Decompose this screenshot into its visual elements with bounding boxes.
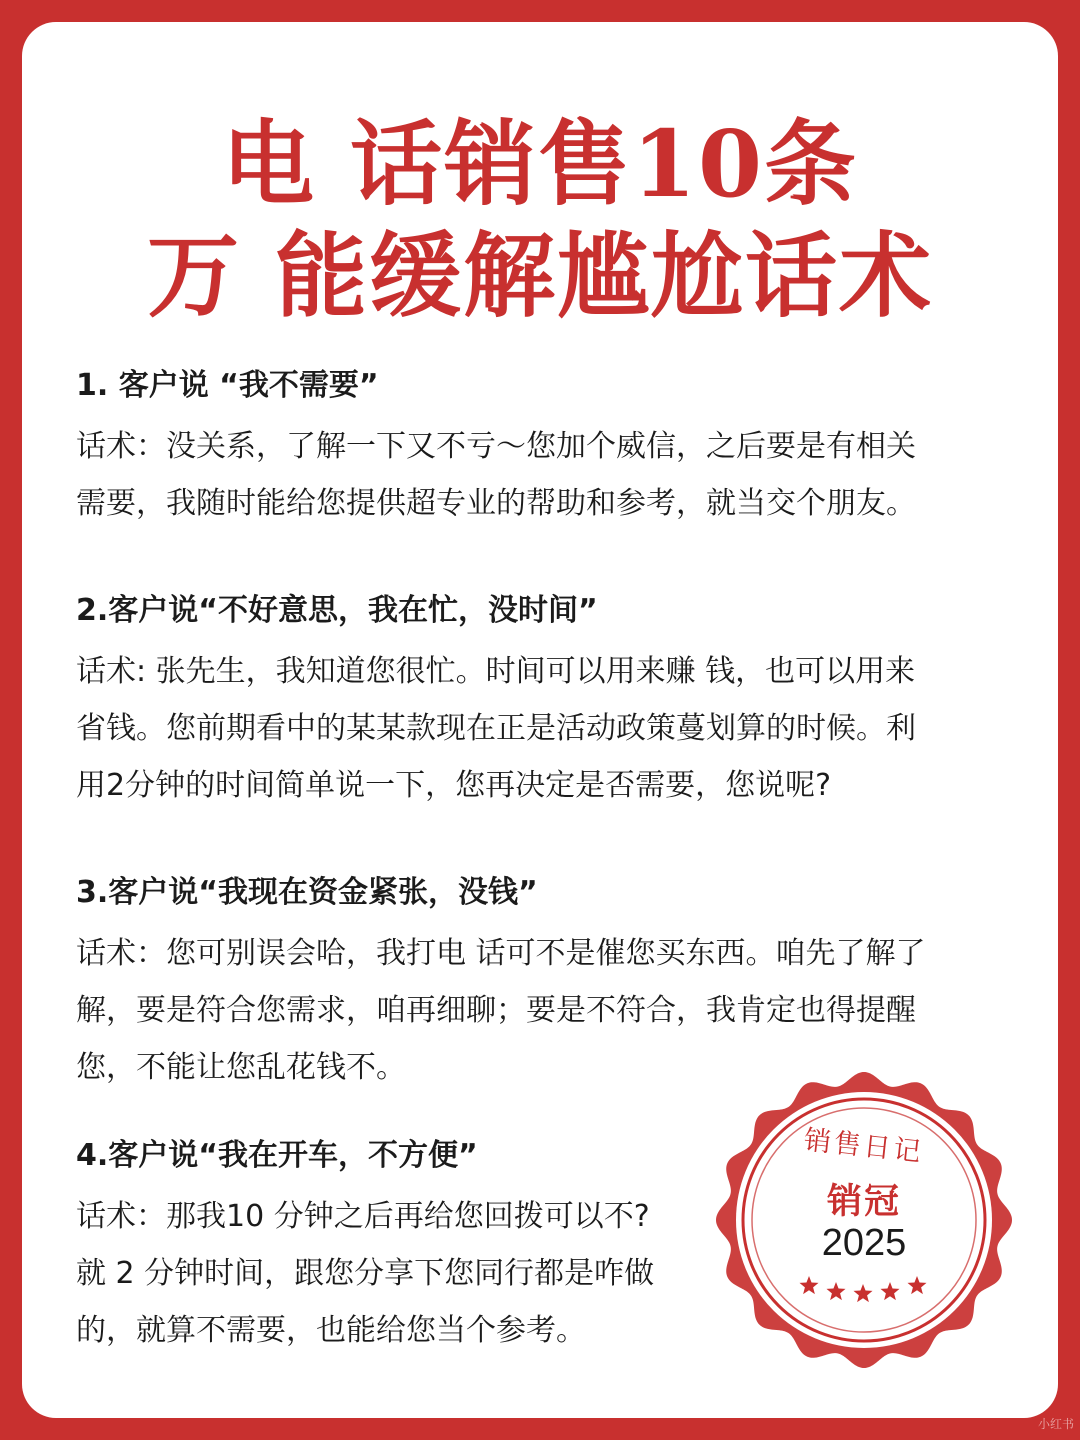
tip-body (76, 643, 1006, 814)
tip-section-1 (76, 366, 1006, 532)
seal-year: 2025 (821, 1222, 907, 1264)
seal-stamp (714, 1070, 1014, 1370)
tip-section-2 (76, 591, 1006, 814)
star-icon (799, 1276, 818, 1294)
tip-line: 就 2 分钟时间，跟您分享下您同行都是咋做 (76, 1256, 655, 1291)
seal-top-text: 销售日记 (802, 1124, 925, 1169)
star-icon (853, 1284, 872, 1302)
tip-line: 您，不能让您乱花钱不。 (76, 1050, 406, 1085)
tip-line: 用2分钟的时间简单说一下，您再决定是否需要，您说呢? (76, 768, 832, 803)
tip-heading: 2.客户说“不好意思，我在忙，没时间” (76, 593, 598, 628)
content-card (22, 22, 1058, 1418)
tip-heading: 4.客户说“我在开车，不方便” (76, 1138, 478, 1173)
tip-line: 的，就算不需要，也能给您当个参考。 (76, 1313, 586, 1348)
star-icon (907, 1276, 926, 1294)
tip-line: 话术：您可别误会哈，我打电 话可不是催您买东西。咱先了解了 (76, 936, 926, 971)
tip-section-3 (76, 873, 1006, 1096)
tip-line: 话术：没关系，了解一下又不亏～您加个威信，之后要是有相关 (76, 429, 916, 464)
tip-heading: 1. 客户说 “我不需要” (76, 368, 379, 403)
tip-body (76, 418, 1006, 532)
tip-line: 省钱。您前期看中的某某款现在正是活动政策蔓划算的时候。利 (76, 711, 916, 746)
title-line-1: 电 话销售10条 (221, 110, 859, 218)
watermark: 小红书 (1037, 1417, 1074, 1431)
tip-line: 解，要是符合您需求，咱再细聊；要是不符合，我肯定也得提醒 (76, 993, 916, 1028)
star-icon (826, 1282, 845, 1300)
tip-line: 话术：那我10 分钟之后再给您回拨可以不? (76, 1199, 650, 1234)
tip-line: 需要，我随时能给您提供超专业的帮助和参考，就当交个朋友。 (76, 486, 916, 521)
tip-line: 话术: 张先生，我知道您很忙。时间可以用来赚 钱，也可以用来 (76, 654, 916, 689)
seal-stars (714, 1270, 1014, 1310)
star-icon (880, 1282, 899, 1300)
tip-heading: 3.客户说“我现在资金紧张，没钱” (76, 875, 538, 910)
seal-main-text: 销冠 (826, 1182, 901, 1222)
title-line-2: 万 能缓解尴尬话术 (146, 222, 934, 330)
